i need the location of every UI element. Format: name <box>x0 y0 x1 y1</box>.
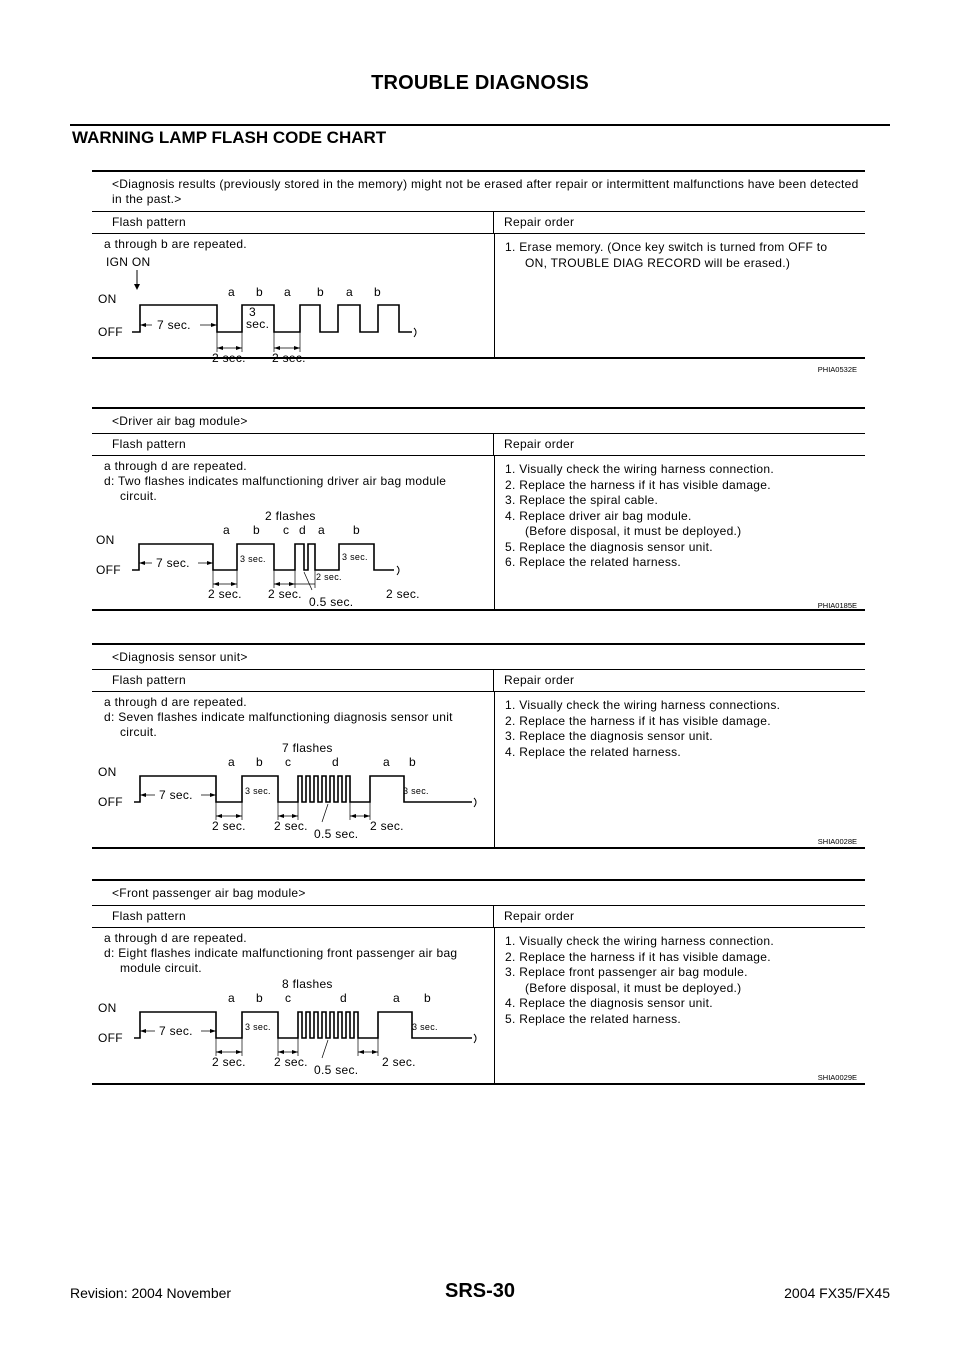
dim-arrow <box>207 561 213 565</box>
label-b: b <box>256 285 263 299</box>
label-b: b <box>317 285 324 299</box>
dim-arrow <box>292 1050 298 1054</box>
repair-step-text: 2. Replace the harness if it has visible damage. <box>505 713 771 728</box>
half-sec-label: 0.5 sec. <box>309 595 354 609</box>
flash-pattern-cell <box>92 692 495 847</box>
dim-arrow <box>350 814 356 818</box>
panel-diagnosis-sensor <box>92 643 865 849</box>
panel-passenger-airbag <box>92 879 865 1085</box>
panel-caption: <Diagnosis sensor unit> <box>92 643 865 670</box>
repair-step-text: 1. Erase memory. (Once key switch is turned from OFF to <box>505 240 828 254</box>
label-b: b <box>256 991 263 1005</box>
repair-step-sub: (Before disposal, it must be deployed.) <box>525 524 742 538</box>
flash-pattern-diagram <box>92 252 494 362</box>
on-label: ON <box>98 765 117 779</box>
two-sec-label: 2 sec. <box>272 351 306 362</box>
dim-arrow <box>278 1050 284 1054</box>
label-c: c <box>283 523 290 537</box>
flash-pattern-cell <box>92 456 495 609</box>
repair-step-text: 1. Visually check the wiring harness connection. <box>505 462 774 476</box>
flash-pattern-header: Flash pattern <box>92 670 494 691</box>
repair-order-header: Repair order <box>504 673 575 687</box>
dim-arrow <box>210 1029 216 1033</box>
label-d: d <box>299 523 306 537</box>
half-sec-label: 0.5 sec. <box>314 827 359 841</box>
pattern-note-line: d: Two flashes indicates malfunctioning driver air bag module <box>104 474 447 488</box>
continuation-mark <box>474 798 476 807</box>
pattern-note <box>92 692 494 740</box>
header-rule <box>70 124 890 126</box>
dim-arrow <box>140 1029 146 1033</box>
label-b: b <box>353 523 360 537</box>
repair-order-cell <box>495 692 865 847</box>
pattern-note-line: circuit. <box>120 725 158 739</box>
dim-arrow <box>216 1050 222 1054</box>
ign-on-arrowhead <box>134 284 140 290</box>
repair-order-list <box>505 934 865 1027</box>
seven-sec-label: 7 sec. <box>157 318 191 332</box>
repair-step <box>505 714 865 730</box>
repair-step <box>505 493 865 509</box>
off-label: OFF <box>98 325 123 339</box>
label-a: a <box>346 285 353 299</box>
repair-step <box>505 996 865 1012</box>
seven-sec-label: 7 sec. <box>159 788 193 802</box>
repair-step <box>505 698 865 714</box>
repair-step <box>505 540 865 556</box>
pattern-note-line: circuit. <box>120 489 158 503</box>
panel-header-row <box>92 670 865 692</box>
repair-step <box>505 950 865 966</box>
repair-order-list <box>505 698 865 760</box>
label-a: a <box>284 285 291 299</box>
dim-arrow <box>294 346 300 350</box>
repair-step <box>505 240 865 271</box>
pattern-note-line: module circuit. <box>120 961 202 975</box>
repair-step <box>505 555 865 571</box>
label-d: d <box>340 991 347 1005</box>
continuation-mark <box>414 328 416 337</box>
repair-step-text: 1. Visually check the wiring harness connection. <box>505 934 774 948</box>
panel-caption: <Front passenger air bag module> <box>92 879 865 906</box>
three-sec-label: 3 sec. <box>245 786 271 796</box>
repair-step-text: 1. Visually check the wiring harness connections. <box>505 698 781 712</box>
repair-step <box>505 462 865 478</box>
repair-order-cell <box>495 234 865 357</box>
two-sec-label: 2 sec. <box>316 572 342 582</box>
panel-header-row <box>92 906 865 928</box>
half-sec-leader <box>322 804 328 822</box>
two-sec-label: 2 sec. <box>274 819 308 833</box>
label-a: a <box>393 991 400 1005</box>
dim-arrow <box>140 793 146 797</box>
pattern-note <box>92 456 494 504</box>
label-b: b <box>424 991 431 1005</box>
repair-step <box>505 729 865 745</box>
repair-order-header: Repair order <box>504 437 575 451</box>
panel-header-row <box>92 212 865 234</box>
label-a: a <box>318 523 325 537</box>
panel-caption: <Diagnosis results (previously stored in the memory) might not be erased after repair or intermittent malfunctions have been detected in the past.> <box>92 170 865 212</box>
repair-order-list <box>505 462 865 571</box>
label-d: d <box>332 755 339 769</box>
dim-arrow <box>372 1050 378 1054</box>
two-sec-label: 2 sec. <box>382 1055 416 1069</box>
two-sec-label: 2 sec. <box>212 351 246 362</box>
three-sec-label: 3 sec. <box>245 1022 271 1032</box>
flash-pattern-diagram <box>92 738 494 848</box>
dim-arrow <box>217 346 223 350</box>
dim-arrow <box>278 814 284 818</box>
three-sec-label: 3 sec. <box>403 786 429 796</box>
panel-caption: <Driver air bag module> <box>92 407 865 434</box>
label-c: c <box>285 991 292 1005</box>
pattern-note-line: a through d are repeated. <box>104 695 247 709</box>
three-sec-label: 3 sec. <box>412 1022 438 1032</box>
half-sec-leader <box>322 1040 328 1058</box>
sec-label: sec. <box>246 317 270 331</box>
label-a: a <box>228 285 235 299</box>
label-b: b <box>374 285 381 299</box>
figure-code: PHIA0185E <box>817 601 857 610</box>
repair-step-text: 2. Replace the harness if it has visible damage. <box>505 477 771 492</box>
repair-step-text: 4. Replace the diagnosis sensor unit. <box>505 996 713 1010</box>
label-b: b <box>256 755 263 769</box>
pattern-note-line: a through d are repeated. <box>104 931 247 945</box>
repair-step <box>505 1012 865 1028</box>
dim-arrow <box>274 582 280 586</box>
half-sec-label: 0.5 sec. <box>314 1063 359 1077</box>
two-sec-label: 2 sec. <box>212 819 246 833</box>
flashes-label: 8 flashes <box>282 977 333 991</box>
dim-arrow <box>216 814 222 818</box>
footer-page-number: SRS-30 <box>444 1280 516 1302</box>
dim-arrow <box>236 1050 242 1054</box>
dim-arrow <box>358 1050 364 1054</box>
three-label: 3 <box>249 305 256 319</box>
label-b: b <box>253 523 260 537</box>
label-a: a <box>383 755 390 769</box>
figure-code: PHIA0532E <box>817 365 857 374</box>
repair-step-text: 6. Replace the related harness. <box>505 555 682 569</box>
on-label: ON <box>98 1001 117 1015</box>
panel-body-row <box>92 692 865 849</box>
pattern-note-line: a through d are repeated. <box>104 459 247 473</box>
figure-code: SHIA0029E <box>817 1073 857 1082</box>
continuation-mark <box>474 1034 476 1043</box>
two-sec-label: 2 sec. <box>386 587 420 601</box>
dim-arrow <box>236 814 242 818</box>
panel-body-row <box>92 928 865 1085</box>
panel-driver-airbag <box>92 407 865 611</box>
dim-arrow <box>140 323 146 327</box>
flash-pattern-diagram <box>92 502 494 612</box>
dim-arrow <box>211 323 217 327</box>
dim-arrow <box>236 346 242 350</box>
dim-arrow <box>231 582 237 586</box>
repair-step-sub: ON, TROUBLE DIAG RECORD will be erased.) <box>525 255 791 270</box>
continuation-mark <box>397 566 399 575</box>
repair-step-text: 4. Replace the related harness. <box>505 744 682 759</box>
three-sec-label: 3 sec. <box>240 554 266 564</box>
flashes-label: 7 flashes <box>282 741 333 755</box>
flash-pattern-header: Flash pattern <box>92 434 494 455</box>
repair-step-text: 4. Replace driver air bag module. <box>505 508 692 523</box>
ign-on-label: IGN ON <box>106 255 151 269</box>
pattern-note <box>92 234 494 252</box>
repair-step-text: 2. Replace the harness if it has visible damage. <box>505 949 771 964</box>
dim-arrow <box>292 814 298 818</box>
repair-step-text: 5. Replace the related harness. <box>505 1011 682 1026</box>
two-sec-label: 2 sec. <box>274 1055 308 1069</box>
two-sec-label: 2 sec. <box>208 587 242 601</box>
panel-body-row <box>92 456 865 611</box>
flash-pattern-diagram <box>92 974 494 1084</box>
footer-model: 2004 FX35/FX45 <box>784 1285 890 1301</box>
repair-order-cell <box>495 456 865 609</box>
panel-memory <box>92 170 865 374</box>
three-sec-label: 3 sec. <box>342 552 368 562</box>
off-label: OFF <box>98 1031 123 1045</box>
repair-step-sub: (Before disposal, it must be deployed.) <box>525 980 742 995</box>
flash-pattern-header: Flash pattern <box>92 906 494 927</box>
pattern-note-line: a through b are repeated. <box>104 237 247 251</box>
dim-arrow <box>364 814 370 818</box>
section-title: WARNING LAMP FLASH CODE CHART <box>72 128 387 147</box>
figure-code: SHIA0028E <box>817 837 857 846</box>
repair-step <box>505 745 865 761</box>
two-sec-label: 2 sec. <box>370 819 404 833</box>
pattern-note-line: d: Eight flashes indicate malfunctioning front passenger air bag <box>104 946 458 960</box>
repair-step <box>505 478 865 494</box>
seven-sec-label: 7 sec. <box>156 556 190 570</box>
flashes-label: 2 flashes <box>265 509 316 523</box>
off-label: OFF <box>98 795 123 809</box>
on-label: ON <box>96 533 115 547</box>
repair-order-list <box>505 240 865 271</box>
dim-arrow <box>210 793 216 797</box>
page-header: TROUBLE DIAGNOSIS <box>371 72 589 94</box>
off-label: OFF <box>96 563 121 577</box>
label-a: a <box>223 523 230 537</box>
two-sec-label: 2 sec. <box>268 587 302 601</box>
half-sec-leader <box>304 572 312 590</box>
dim-arrow <box>289 582 295 586</box>
flash-pattern-cell <box>92 234 495 362</box>
repair-step <box>505 509 865 540</box>
label-a: a <box>228 755 235 769</box>
pattern-note <box>92 928 494 976</box>
label-c: c <box>285 755 292 769</box>
repair-step <box>505 934 865 950</box>
repair-order-header: Repair order <box>504 215 575 229</box>
seven-sec-label: 7 sec. <box>159 1024 193 1038</box>
panel-body-row <box>92 234 865 362</box>
repair-step-text: 3. Replace front passenger air bag module. <box>505 965 748 979</box>
on-label: ON <box>98 292 117 306</box>
panel-header-row <box>92 434 865 456</box>
repair-step <box>505 965 865 996</box>
pattern-note-line: d: Seven flashes indicate malfunctioning diagnosis sensor unit <box>104 710 453 724</box>
footer-revision: Revision: 2004 November <box>70 1285 232 1301</box>
dim-arrow <box>139 561 145 565</box>
dim-arrow <box>213 582 219 586</box>
flash-pattern-header: Flash pattern <box>92 212 494 233</box>
repair-order-header: Repair order <box>504 909 575 923</box>
dim-arrow <box>274 346 280 350</box>
label-b: b <box>409 755 416 769</box>
flash-pattern-cell <box>92 928 495 1083</box>
repair-step-text: 5. Replace the diagnosis sensor unit. <box>505 539 713 554</box>
repair-order-cell <box>495 928 865 1083</box>
two-sec-label: 2 sec. <box>212 1055 246 1069</box>
repair-step-text: 3. Replace the diagnosis sensor unit. <box>505 729 713 743</box>
repair-step-text: 3. Replace the spiral cable. <box>505 493 659 507</box>
label-a: a <box>228 991 235 1005</box>
